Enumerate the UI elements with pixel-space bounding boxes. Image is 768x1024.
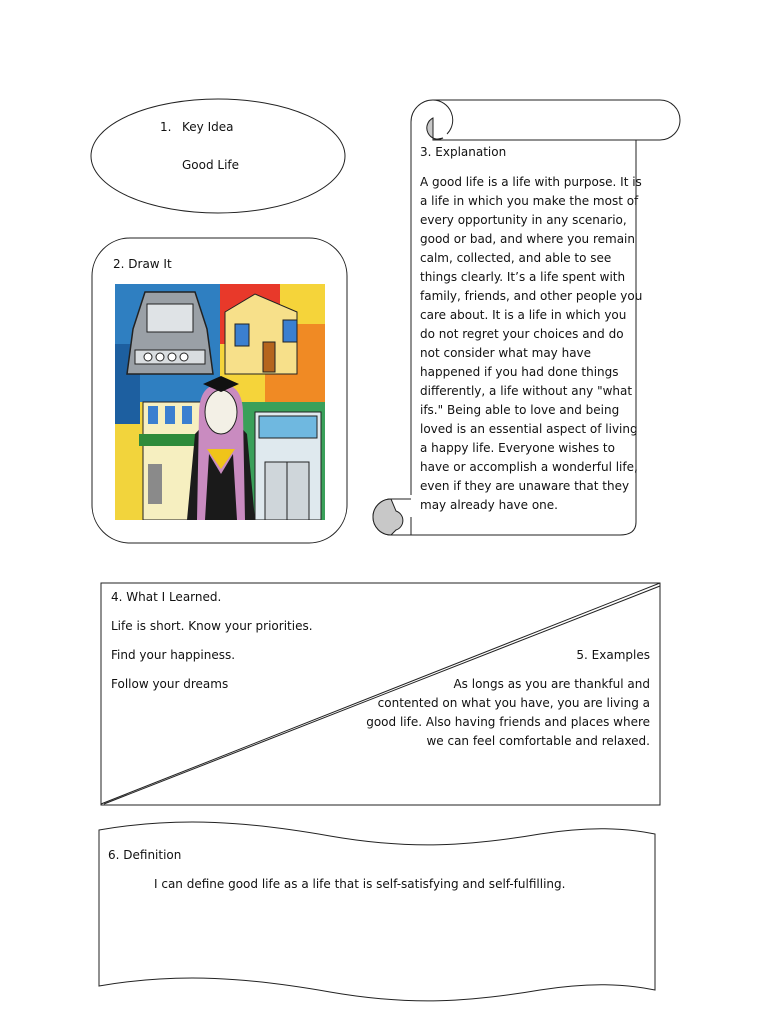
explanation-line: happened if you had done things: [420, 365, 619, 379]
examples-label: 5. Examples: [576, 648, 650, 662]
learned-item: Follow your dreams: [111, 677, 229, 691]
scroll-top-curl: [427, 118, 443, 140]
definition-banner: [99, 822, 655, 1001]
draw-it-label: 2. Draw It: [113, 257, 172, 271]
explanation-line: care about. It is a life in which you: [420, 308, 627, 322]
explanation-line: good or bad, and where you remain: [420, 232, 635, 246]
explanation-line: have or accomplish a wonderful life,: [420, 460, 638, 474]
learned-label: 4. What I Learned.: [111, 590, 222, 604]
learned-item: Life is short. Know your priorities.: [111, 619, 313, 633]
examples-line: good life. Also having friends and places where: [366, 715, 650, 729]
explanation-line: things clearly. It’s a life spent with: [420, 270, 626, 284]
learned-item: Find your happiness.: [111, 648, 236, 662]
explanation-line: every opportunity in any scenario,: [420, 213, 627, 227]
definition-label: 6. Definition: [108, 848, 182, 862]
explanation-line: A good life is a life with purpose. It is: [420, 175, 642, 189]
explanation-line: do not regret your choices and do: [420, 327, 624, 341]
explanation-label: 3. Explanation: [420, 145, 507, 159]
explanation-line: a life in which you make the most of: [420, 194, 639, 208]
explanation-line: may already have one.: [420, 498, 558, 512]
explanation-line: calm, collected, and able to see: [420, 251, 612, 265]
explanation-line: even if they are unaware that they: [420, 479, 630, 493]
explanation-line: not consider what may have: [420, 346, 592, 360]
key-idea-label: Key Idea: [182, 120, 234, 134]
key-idea-number: 1.: [160, 120, 172, 134]
explanation-line: family, friends, and other people you: [420, 289, 643, 303]
examples-line: we can feel comfortable and relaxed.: [426, 734, 650, 748]
key-idea-value: Good Life: [182, 158, 240, 172]
explanation-line: differently, a life without any "what: [420, 384, 633, 398]
examples-line: contented on what you have, you are living a: [377, 696, 650, 710]
drawing-illustration: [115, 284, 325, 520]
scroll-bottom-curl: [373, 499, 403, 535]
drawing-svg: [115, 284, 325, 520]
examples-line: As longs as you are thankful and: [453, 677, 650, 691]
explanation-line: loved is an essential aspect of living: [420, 422, 638, 436]
definition-text: I can define good life as a life that is self-satisfying and self-fulfilling.: [154, 877, 566, 891]
explanation-line: ifs." Being able to love and being: [420, 403, 620, 417]
explanation-line: a happy life. Everyone wishes to: [420, 441, 615, 455]
